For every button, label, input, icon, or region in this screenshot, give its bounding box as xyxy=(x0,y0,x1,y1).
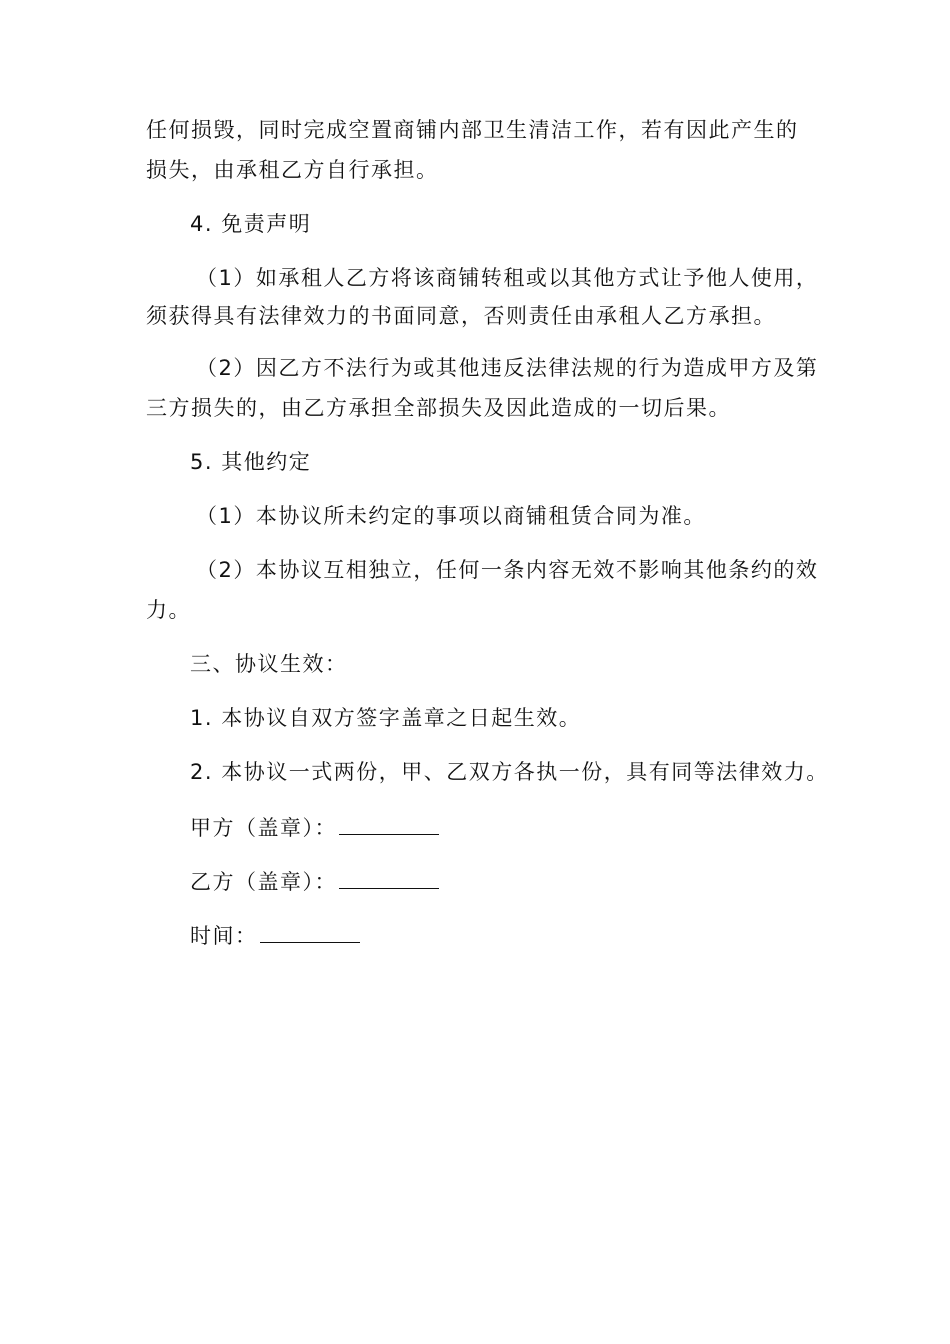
section-heading: 三、协议生效： xyxy=(190,652,348,676)
paragraph-line: （1）如承租人乙方将该商铺转租或以其他方式让予他人使用， xyxy=(196,266,819,290)
signature-party-a xyxy=(190,812,870,842)
paragraph-line: 损失，由承租乙方自行承担。 xyxy=(146,158,439,182)
paragraph-line: （2）本协议互相独立，任何一条内容无效不影响其他条约的效 xyxy=(196,558,819,582)
signature-label: 乙方（盖章）： xyxy=(190,870,337,894)
paragraph-line: （1）本协议所未约定的事项以商铺租赁合同为准。 xyxy=(196,504,706,528)
paragraph-line: 须获得具有法律效力的书面同意，否则责任由承租人乙方承担。 xyxy=(146,304,776,328)
date-label: 时间： xyxy=(190,924,258,948)
section-heading: 4. 免责声明 xyxy=(190,212,312,236)
signature-date xyxy=(190,920,870,950)
paragraph-line: 任何损毁，同时完成空置商铺内部卫生清洁工作，若有因此产生的 xyxy=(146,118,799,142)
signature-party-b xyxy=(190,866,870,896)
paragraph-line: 1. 本协议自双方签字盖章之日起生效。 xyxy=(190,706,582,730)
signature-blank-line xyxy=(339,812,439,835)
signature-label: 甲方（盖章）： xyxy=(190,816,337,840)
paragraph-line: 2. 本协议一式两份，甲、乙双方各执一份，具有同等法律效力。 xyxy=(190,760,829,784)
section-heading: 5. 其他约定 xyxy=(190,450,312,474)
paragraph-line: 三方损失的，由乙方承担全部损失及因此造成的一切后果。 xyxy=(146,396,731,420)
paragraph-line: （2）因乙方不法行为或其他违反法律法规的行为造成甲方及第 xyxy=(196,356,819,380)
signature-blank-line xyxy=(339,866,439,889)
paragraph-line: 力。 xyxy=(146,598,191,622)
date-blank-line xyxy=(260,920,360,943)
